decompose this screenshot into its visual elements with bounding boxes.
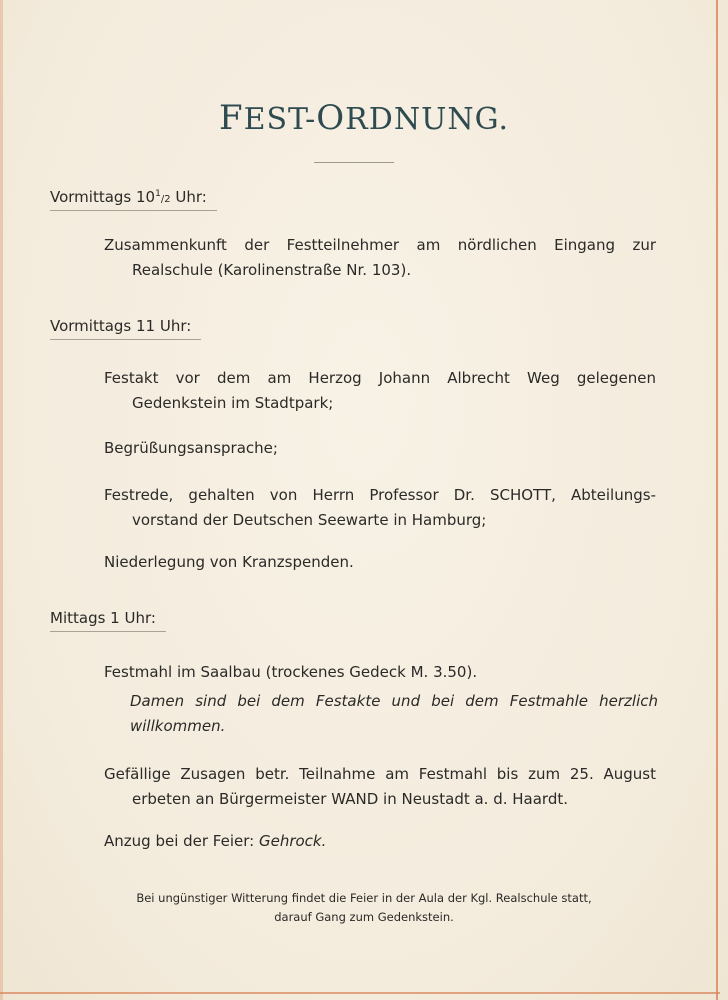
heading-text: Vormittags 11 Uhr: (50, 317, 192, 335)
note-line: Damen sind bei dem Festakte und bei dem Festmahle herzlich (130, 692, 658, 710)
footer-line: Bei ungünstiger Witterung findet die Feier in der Aula der Kgl. Realschule statt, (136, 891, 592, 905)
page-border-right (716, 0, 718, 1000)
item-line: vorstand der Deutschen Seewarte in Hamburg; (132, 511, 487, 529)
item-line: Festakt vor dem am Herzog Johann Albrecht Weg gelegenen (104, 369, 656, 387)
page-edge-left (0, 0, 3, 1000)
item-line: Festrede, gehalten von Herrn Professor Dr. SCHOTT, Abteilungs- (104, 486, 656, 504)
item-line: erbeten an Bürgermeister WAND in Neustadt a. d. Haardt. (132, 790, 569, 808)
item-anzug (104, 829, 656, 854)
item-line: Festmahl im Saalbau (trockenes Gedeck M. 3.50). (104, 663, 478, 681)
heading-text: Mittags 1 Uhr: (50, 609, 156, 627)
section-heading-11 (50, 317, 201, 340)
footer-line: darauf Gang zum Gedenkstein. (274, 910, 454, 924)
item-festakt (104, 366, 656, 416)
item-line: Niederlegung von Kranzspenden. (104, 553, 354, 571)
item-line: Zusammenkunft der Festteilnehmer am nördlichen Eingang zur (104, 236, 656, 254)
section-heading-1030 (50, 188, 217, 211)
item-festrede (104, 483, 656, 533)
item-festmahl (104, 660, 656, 685)
footer-note (0, 889, 728, 927)
title-initial-f: F (218, 98, 244, 138)
item-zusagen (104, 762, 656, 812)
heading-fraction: /2 (160, 194, 171, 205)
item-zusammenkunft (104, 233, 656, 283)
item-line: Gefällige Zusagen betr. Teilnahme am Festmahl bis zum 25. August (104, 765, 656, 783)
item-line: Begrüßungsansprache; (104, 439, 278, 457)
page-title (0, 98, 728, 138)
item-niederlegung (104, 550, 656, 575)
item-begruessung (104, 436, 656, 461)
anzug-label: Anzug bei der Feier: (104, 832, 259, 850)
heading-text: Vormittags 10 (50, 188, 156, 206)
page-border-bottom (0, 992, 720, 994)
section-heading-mittags (50, 609, 166, 632)
item-line: Gedenkstein im Stadtpark; (132, 394, 334, 412)
anzug-value: Gehrock. (258, 832, 327, 850)
heading-superscript: 1 (155, 189, 161, 199)
note-line: willkommen. (130, 717, 226, 735)
title-part-2: RDNUNG. (345, 102, 510, 137)
note-damen (130, 689, 658, 739)
title-divider (314, 162, 394, 163)
heading-suffix: Uhr: (170, 188, 207, 206)
item-line: Realschule (Karolinenstraße Nr. 103). (132, 261, 412, 279)
title-part-1: EST- (243, 102, 317, 137)
title-initial-o: O (316, 98, 346, 138)
